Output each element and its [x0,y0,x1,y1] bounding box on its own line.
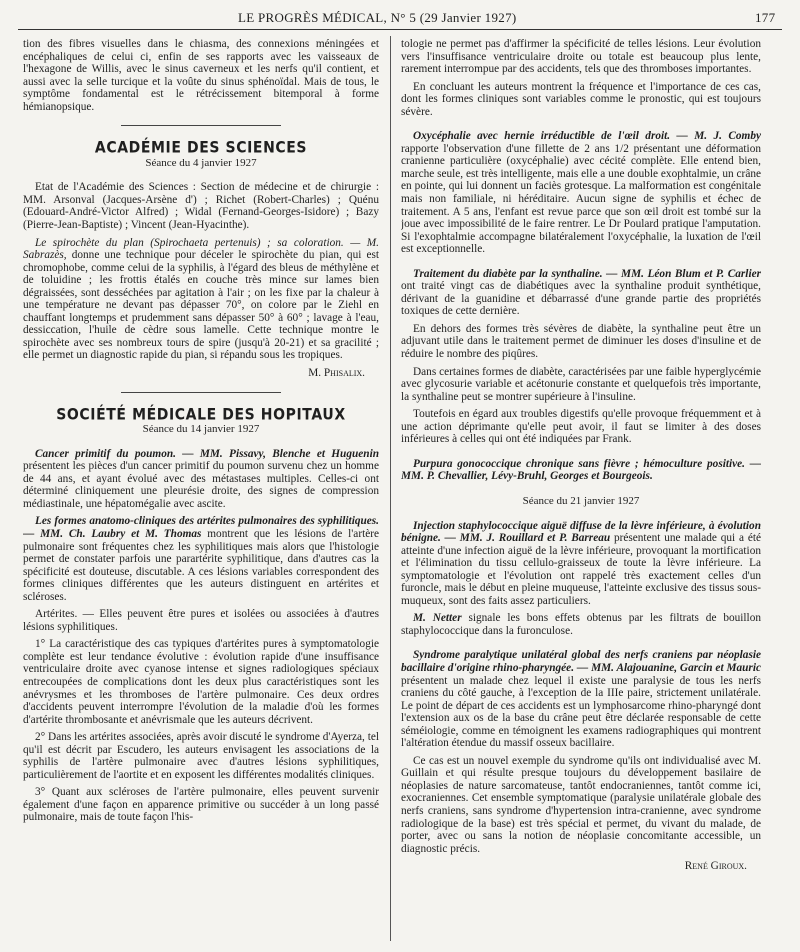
arterites-paragraph: Artérites. — Elles peuvent être pures et isolées ou associées à d'autres lésions syphilitiques. [23,608,379,633]
spirochete-paragraph [23,237,379,362]
syndrome-paragraph [401,649,761,749]
injection-paragraph [401,520,761,608]
spirochete-body: donne une technique pour déceler le spirochète du pian, qui est chromophobe, comme celui de la syphilis, à l'égard des bleus de méthylène et de toluidine ; les frottis étalés en couche très mince sur lames bien dégraissées, sont desséchées par agitation à l'air ; on les fixe par la chaleur à une température ne devant pas dépasser 70°, on colore par le Ziehl en chauffant longtemps et prudemment sans dépasser 50° à 60° ; lavage à l'eau, dessiccation, l'huile de cèdre sous lamelle. Cette technique montre le spirochète avec ses nombreux tours de spire (jusqu'à 20-21) et sa gracilité ; elle permet un diagnostic rapide du pian, si répandu sous les tropiques. [23,249,379,362]
academie-etat-paragraph: Etat de l'Académie des Sciences : Section de médecine et de chirurgie : MM. Arsonval (Jacques-Arsène d') ; Richet (Robert-Charles) ; Quénu (Edouard-André-Victor Alfred) ; Widal (Fernand-Georges-Isidore) ; Bazy (Pierre-Jean-Baptiste) ; Vincent (Jean-Hyacinthe). [23,181,379,232]
column-divider [390,36,391,941]
cancer-paragraph [23,448,379,511]
diabete-body: ont traité vingt cas de diabétiques avec la synthaline produit synthétique, dérivant de la guanidine et débarrassé d'une grande partie des propriétés toxiques de cette dernière. [401,280,761,318]
netter-body: signale les bons effets obtenus par les filtrats de bouillon staphylococcique dans la furonculose. [401,612,761,637]
final-paragraph: Ce cas est un nouvel exemple du syndrome qu'ils ont individualisé avec M. Guillain et qui résulte presque toujours du développement basilaire de néoplasies de nature sarcomateuse, tantôt endocraniennes, tantôt comme ici, exocraniennes. Cet ensemble symptomatique (paralysie unilatérale globale des nerfs craniens, sans syndrome d'hypertension intra-cranienne, avec syndrome radiologique de la base) est très spécial et permet, du vivant du malade, de porter, avec ou sans la notion de néoplasie concomitante accessible, un diagnostic précis. [401,754,761,855]
injection-body: présentent une malade qui a été atteinte d'une infection aiguë de la lèvre inférieure, provoquant la mortification et l'élimination du tissu cellulo-graisseux de toute la lèvre inférieure. La symptomatologie et l'évolution ont rappelé très exactement celles d'un furoncle, mais le début en pleine muqueuse, l'atteinte exclusive des tissus sous-muqueux, sont des faits assez particuliers. [401,532,761,607]
left-column [23,38,379,943]
cancer-lead: Cancer primitif du poumon. — MM. Pissavy, Blenche et Huguenin [35,447,379,460]
spirochete-lead: Le spirochète du plan (Spirochaeta pertenuis) ; sa coloration. — M. Sabrazès, [23,236,379,262]
page-number: 177 [755,10,776,25]
point-2-paragraph: 2° Dans les artérites associées, après avoir discuté le syndrome d'Ayerza, tel qu'il est décrit par Escudero, les auteurs envisagent les associations de la syphilis de l'artère pulmonaire avec d'autres lésions syphilitiques, particulièrement de l'aortite et en exposent les différentes modalités cliniques. [23,731,379,781]
academie-seance: Séance du 4 janvier 1927 [145,156,257,169]
diabete-paragraph-4: Toutefois en égard aux troubles digestifs qu'elle provoque fréquemment et à une action déprimante qu'elle peut avoir, il faut se limiter à des doses inférieures à celles qui ont été indiquées par Frank. [401,408,761,446]
second-seance: Séance du 21 janvier 1927 [522,494,640,507]
syndrome-body: présentent un malade chez lequel il existe une paralysie de tous les nerfs craniens du côté gauche, à l'exception de la IIIe paire, strictement unilatérale. Le point de départ de ces accidents est un lymphosarcome rhino-pharyngé dont l'extension aux os de la base du crâne peut être déclarée responsable de cette séméiologie, comme en témoignent les examens radiographiques qui montrent l'altération étendue du massif osseux bacillaire. [401,674,761,750]
oxycephalie-lead: Oxycéphalie avec hernie irréductible de l'œil droit. — M. J. Comby [413,130,761,143]
formes-body: montrent que les lésions de l'artère pulmonaire sont fréquentes chez les syphilitiques mais alors que l'histologie permet de constater parfois une parartérite syphilitique, dans d'autres cas la spécificité est douteuse, discutable. A ces lésions variables correspondent des formes cliniques différentes que les auteurs distinguent en artérites et scléroses. [23,527,379,603]
academie-signature: M. Phisalix. [308,367,365,380]
syndrome-lead: Syndrome paralytique unilatéral global des nerfs craniens par néoplasie bacillaire d'origine rhino-pharyngée. — MM. Alajouanine, Garcin et Mauric [401,649,761,674]
netter-lead: M. Netter [413,612,462,625]
point-1-paragraph: 1° La caractéristique des cas typiques d'artérites pures à symptomatologie complète est leur tendance évolutive : évolution rapide d'une insuffisance ventriculaire droite avec cyanose intense et signes radiologiques spéciaux entrecoupées de complications dont les deux plus caractéristiques sont les anévrysmes et les thromboses de l'artère pulmonaire. Ces deux ordres d'accidents peuvent interrompre l'évolution de la maladie d'où les formes d'artérite thrombosante et anévrismale que les auteurs décrivent. [23,638,379,726]
section-divider [121,392,281,393]
header-rule [18,29,782,30]
diabete-paragraph-3: Dans certaines formes de diabète, caractérisées par une faible hyperglycémie avec glycosurie variable et acétonurie constante et quelquefois très importante, la synthaline peut se montrer supérieure à l'insuline. [401,365,761,403]
oxycephalie-paragraph [401,130,761,255]
diabete-lead: Traitement du diabète par la synthaline. — MM. Léon Blum et P. Carlier [413,267,761,280]
journal-title: LE PROGRÈS MÉDICAL, N° 5 (29 Janvier 1927) [238,10,517,25]
purpura-paragraph: Purpura gonococcique chronique sans fièvre ; hémoculture positive. — MM. P. Chevallier, Lévy-Bruhl, Georges et Bourgeois. [401,457,761,483]
cancer-body: présentent les pièces d'un cancer primitif du poumon survenu chez un homme de 44 ans, et ayant évolué avec des métastases multiples. Celles-ci ont déterminé cliniquement une pleurésie droite, des signes de compression médiastinale, une hépatomégalie avec ascite. [23,460,379,510]
intro-paragraph: tion des fibres visuelles dans le chiasma, des connexions méningées et encéphaliques de celui ci, enfin de ses rapports avec les vaisseaux de l'hexagone de Willis, avec le sinus caverneux et les nerfs qu'il contient, et aussi avec la selle turcique et la voûte du sinus sphénoïdal. Mais de tous, le symptôme fondamental est le rétrécissement bitemporal à forme hémianopsique. [23,38,379,113]
diabete-paragraph [401,268,761,318]
point-3-paragraph: 3° Quant aux scléroses de l'artère pulmonaire, elles peuvent survenir également d'une façon en apparence primitive ou succéder à un long passé pulmonaire, mais de toute façon l'his- [23,786,379,824]
section-divider [121,125,281,126]
conclusion-paragraph: En concluant les auteurs montrent la fréquence et l'importance de ces cas, dont les formes cliniques sont variables comme le pronostic, qui est toujours sévère. [401,80,761,118]
formes-paragraph [23,515,379,603]
injection-lead: Injection staphylococcique aiguë diffuse de la lèvre inférieure, à évolution bénigne. — MM. J. Rouillard et P. Barreau [401,519,761,545]
formes-lead: Les formes anatomo-cliniques des artérites pulmonaires des syphilitiques. — MM. Ch. Laubry et M. Thomas [23,515,379,540]
oxycephalie-body: rapporte l'observation d'une fillette de 2 ans 1/2 présentant une déformation cranienne particulière (oxycéphalie) avec cécité complète. Elle entend bien, marche seule, est très intelligente, mais elle a une double exophtalmie, un crâne en pointe, qui lui donnent un faciès grotesque. La malformation est congénitale mais non familiale, ni héréditaire. Aucun signe de syphilis et échec de traitement. A 5 ans, l'enfant est revue parce que son œil droit est tombé sur la joue avec impossibilité de le faire rentrer. Le Dr Poulard pratique l'amputation. Si l'exophtalmie accompagne bilatéralement l'oxycéphalie, la luxation de l'œil est exceptionnelle. [401,142,761,256]
societe-seance: Séance du 14 janvier 1927 [142,423,260,436]
diabete-paragraph-2: En dehors des formes très sévères de diabète, la synthaline peut être un adjuvant utile dans le traitement permet de diminuer les doses d'insuline et de réduire le nombre des piqûres. [401,322,761,361]
continued-paragraph: tologie ne permet pas d'affirmer la spécificité de telles lésions. Leur évolution vers l'insuffisance ventriculaire droite ou totale est beaucoup plus lente, rarement interrompue par des accidents, tels que des thromboses importantes. [401,38,761,76]
right-column [401,38,761,943]
academie-heading: ACADÉMIE DES SCIENCES [94,139,308,158]
author-signature: René Giroux. [684,860,747,873]
netter-paragraph [401,612,761,637]
societe-heading: SOCIÉTÉ MÉDICALE DES HOPITAUX [56,405,346,424]
